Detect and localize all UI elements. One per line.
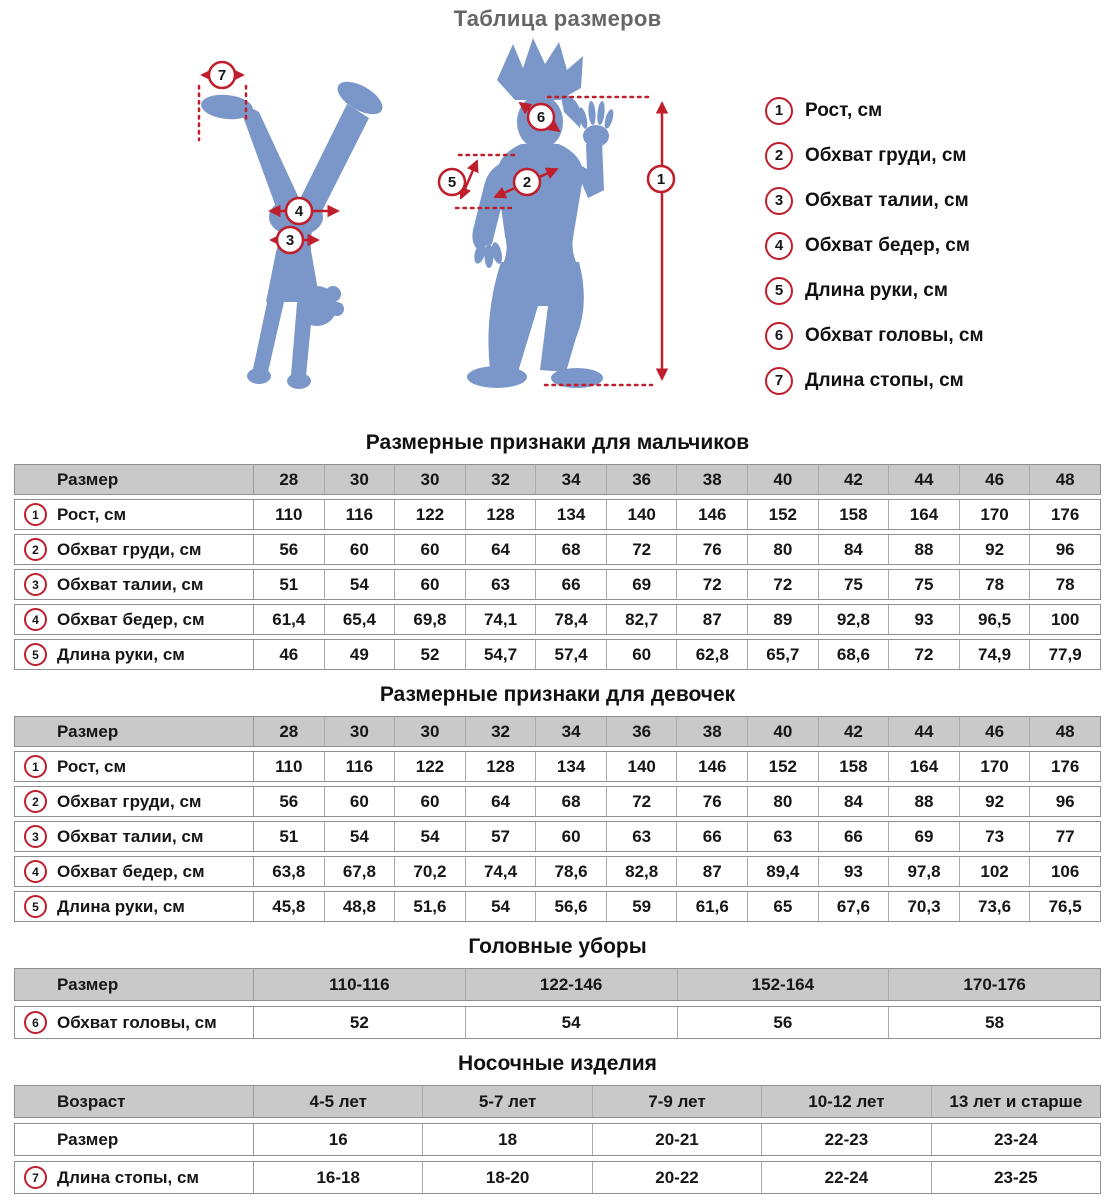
value-cell: 65,4 [325, 605, 396, 634]
value-cell: 62,8 [677, 640, 748, 669]
value-cell: 60 [395, 787, 466, 816]
socks_table-row-1 [14, 1161, 1101, 1194]
value-cell: 134 [536, 752, 607, 781]
header-size-cell: 42 [819, 717, 890, 746]
header-size-cell: 32 [466, 465, 537, 494]
value-cell: 74,4 [466, 857, 537, 886]
value-cell: 92,8 [819, 605, 890, 634]
row-label: Обхват головы, см [57, 1012, 217, 1032]
value-cell: 54 [395, 822, 466, 851]
row-number-badge: 4 [24, 860, 47, 883]
girls_table-row-1 [14, 786, 1101, 817]
value-cell: 140 [607, 500, 678, 529]
row-label: Обхват бедер, см [57, 861, 205, 881]
header-label: Размер [57, 974, 119, 994]
value-cell: 74,1 [466, 605, 537, 634]
value-cell: 82,8 [607, 857, 678, 886]
girls_table-row-3 [14, 856, 1101, 887]
value-cell: 76,5 [1048, 896, 1082, 916]
legend-item-waist [765, 178, 984, 223]
value-cell: 58 [985, 1012, 1005, 1032]
header-size-cell: 42 [819, 465, 890, 494]
value-cell: 60 [536, 822, 607, 851]
value-cell: 146 [677, 752, 748, 781]
socks-size-table [14, 1085, 1101, 1194]
value-cell: 66 [536, 570, 607, 599]
value-cell: 57,4 [536, 640, 607, 669]
legend-item-head [765, 313, 984, 358]
header-size-cell: 30 [395, 465, 466, 494]
girls-size-table [14, 716, 1101, 922]
value-cell: 67,8 [325, 857, 396, 886]
figure-marker-3: 3 [285, 232, 295, 249]
boys_table-row-1 [14, 534, 1101, 565]
figure-area [0, 0, 1115, 418]
header-size-cell: 48 [1055, 469, 1075, 489]
socks_table-header-row [14, 1085, 1101, 1118]
tables-section [14, 431, 1101, 1194]
header-size-cell: 40 [748, 465, 819, 494]
header-size-cell: 46 [960, 465, 1031, 494]
value-cell: 78,4 [536, 605, 607, 634]
value-cell: 128 [466, 500, 537, 529]
value-cell: 16 [254, 1124, 423, 1155]
value-cell: 122 [395, 500, 466, 529]
value-cell: 93 [889, 605, 960, 634]
page-title: Таблица размеров [453, 6, 662, 31]
row-number-badge: 6 [24, 1011, 47, 1034]
value-cell: 23-24 [994, 1129, 1038, 1149]
value-cell: 89 [748, 605, 819, 634]
value-cell: 56,6 [536, 892, 607, 921]
value-cell: 72 [889, 640, 960, 669]
value-cell: 87 [677, 605, 748, 634]
value-cell: 152 [748, 752, 819, 781]
value-cell: 116 [325, 752, 396, 781]
header-size-cell: 38 [677, 717, 748, 746]
row-label-cell [15, 500, 254, 529]
headwear_table-header-row [14, 968, 1101, 1001]
value-cell: 49 [325, 640, 396, 669]
value-cell: 22-24 [762, 1162, 931, 1193]
value-cell: 116 [325, 500, 396, 529]
value-cell: 176 [1050, 756, 1080, 776]
header-size-cell: 40 [748, 717, 819, 746]
legend-number-badge: 7 [765, 367, 793, 395]
socks-table-title: Носочные изделия [458, 1052, 657, 1075]
value-cell: 84 [819, 787, 890, 816]
value-cell: 88 [889, 787, 960, 816]
value-cell: 70,3 [889, 892, 960, 921]
value-cell: 96 [1055, 539, 1075, 559]
girls_table-row-0 [14, 751, 1101, 782]
header-size-cell: 122-146 [466, 969, 678, 1000]
header-size-cell: 7-9 лет [593, 1086, 762, 1117]
row-number-badge: 2 [24, 790, 47, 813]
value-cell: 69 [889, 822, 960, 851]
value-cell: 158 [819, 752, 890, 781]
legend-item-height [765, 88, 984, 133]
figure-marker-1: 1 [656, 171, 666, 188]
legend-number-badge: 4 [765, 232, 793, 260]
row-number-badge: 5 [24, 643, 47, 666]
value-cell: 80 [748, 535, 819, 564]
row-label-cell [15, 752, 254, 781]
value-cell: 100 [1050, 609, 1080, 629]
header-label: Размер [57, 721, 119, 741]
row-label-cell [15, 1007, 254, 1038]
socks_table-row-0 [14, 1123, 1101, 1156]
header-size-cell: 44 [889, 717, 960, 746]
value-cell: 54 [325, 822, 396, 851]
value-cell: 152 [748, 500, 819, 529]
boys_table-row-0 [14, 499, 1101, 530]
header-size-cell: 110-116 [254, 969, 466, 1000]
value-cell: 72 [748, 570, 819, 599]
legend-number-badge: 2 [765, 142, 793, 170]
boys_table-row-4 [14, 639, 1101, 670]
value-cell: 70,2 [395, 857, 466, 886]
value-cell: 63,8 [254, 857, 325, 886]
value-cell: 51,6 [395, 892, 466, 921]
legend-item-arm [765, 268, 984, 313]
legend-number-badge: 6 [765, 322, 793, 350]
row-label-cell [15, 1162, 254, 1193]
value-cell: 72 [607, 535, 678, 564]
header-size-cell: 46 [960, 717, 1031, 746]
boys_table-row-2 [14, 569, 1101, 600]
value-cell: 164 [889, 752, 960, 781]
row-number-badge: 1 [24, 755, 47, 778]
header-label-cell [15, 465, 254, 494]
value-cell: 134 [536, 500, 607, 529]
value-cell: 66 [819, 822, 890, 851]
value-cell: 60 [395, 570, 466, 599]
boys_table-header-row [14, 464, 1101, 495]
header-size-cell: 4-5 лет [254, 1086, 423, 1117]
row-label: Длина стопы, см [57, 1167, 200, 1187]
row-label-cell [15, 822, 254, 851]
value-cell: 20-22 [593, 1162, 762, 1193]
legend-number-badge: 3 [765, 187, 793, 215]
header-size-cell: 28 [254, 465, 325, 494]
value-cell: 46 [254, 640, 325, 669]
value-cell: 23-25 [994, 1167, 1038, 1187]
row-label: Обхват талии, см [57, 574, 204, 594]
figure-marker-5: 5 [447, 174, 457, 191]
row-label: Длина руки, см [57, 644, 185, 664]
boys-size-table [14, 464, 1101, 670]
header-size-cell: 13 лет и старше [949, 1091, 1083, 1111]
row-number-badge: 7 [24, 1166, 47, 1189]
row-label: Рост, см [57, 756, 127, 776]
header-size-cell: 5-7 лет [423, 1086, 592, 1117]
girls_table-row-4 [14, 891, 1101, 922]
value-cell: 106 [1050, 861, 1080, 881]
header-size-cell: 10-12 лет [762, 1086, 931, 1117]
legend-label: Обхват груди, см [805, 144, 967, 166]
value-cell: 110 [254, 752, 325, 781]
value-cell: 69 [607, 570, 678, 599]
value-cell: 76 [677, 787, 748, 816]
value-cell: 51 [254, 570, 325, 599]
header-size-cell: 34 [536, 717, 607, 746]
value-cell: 64 [466, 787, 537, 816]
value-cell: 88 [889, 535, 960, 564]
value-cell: 68,6 [819, 640, 890, 669]
value-cell: 63 [607, 822, 678, 851]
value-cell: 146 [677, 500, 748, 529]
value-cell: 72 [607, 787, 678, 816]
girl-silhouette [467, 38, 615, 388]
header-size-cell: 36 [607, 717, 678, 746]
value-cell: 18-20 [423, 1162, 592, 1193]
row-label-cell [15, 605, 254, 634]
value-cell: 122 [395, 752, 466, 781]
value-cell: 57 [466, 822, 537, 851]
row-number-badge: 1 [24, 503, 47, 526]
value-cell: 74,9 [960, 640, 1031, 669]
header-size-cell: 28 [254, 717, 325, 746]
header-label-cell [15, 717, 254, 746]
row-number-badge: 2 [24, 538, 47, 561]
legend-label: Обхват талии, см [805, 189, 969, 211]
header-size-cell: 170-176 [963, 974, 1026, 994]
header-label: Возраст [57, 1091, 126, 1111]
value-cell: 92 [960, 535, 1031, 564]
value-cell: 75 [819, 570, 890, 599]
figure-marker-2: 2 [522, 174, 532, 191]
row-label: Длина руки, см [57, 896, 185, 916]
header-size-cell: 30 [325, 465, 396, 494]
boys_table-row-3 [14, 604, 1101, 635]
value-cell: 164 [889, 500, 960, 529]
value-cell: 170 [960, 752, 1031, 781]
value-cell: 84 [819, 535, 890, 564]
value-cell: 65,7 [748, 640, 819, 669]
value-cell: 48,8 [325, 892, 396, 921]
value-cell: 68 [536, 535, 607, 564]
value-cell: 63 [748, 822, 819, 851]
value-cell: 96 [1055, 791, 1075, 811]
row-label-cell [15, 570, 254, 599]
figure-marker-7: 7 [217, 67, 227, 84]
legend-label: Рост, см [805, 99, 883, 121]
value-cell: 87 [677, 857, 748, 886]
value-cell: 65 [748, 892, 819, 921]
row-number-badge: 3 [24, 573, 47, 596]
value-cell: 16-18 [254, 1162, 423, 1193]
legend-item-chest [765, 133, 984, 178]
row-number-badge: 4 [24, 608, 47, 631]
figure-marker-6: 6 [536, 109, 546, 126]
value-cell: 77,9 [1048, 644, 1082, 664]
value-cell: 140 [607, 752, 678, 781]
value-cell: 110 [254, 500, 325, 529]
figure-marker-4: 4 [294, 203, 304, 220]
header-label: Размер [57, 469, 119, 489]
legend-label: Длина стопы, см [805, 369, 964, 391]
value-cell: 60 [325, 535, 396, 564]
measurement-legend [765, 88, 984, 403]
value-cell: 67,6 [819, 892, 890, 921]
value-cell: 77 [1055, 826, 1075, 846]
value-cell: 22-23 [762, 1124, 931, 1155]
value-cell: 20-21 [593, 1124, 762, 1155]
row-label: Обхват груди, см [57, 791, 202, 811]
row-label: Обхват бедер, см [57, 609, 205, 629]
value-cell: 54 [325, 570, 396, 599]
header-label-cell [15, 1086, 254, 1117]
girls_table-row-2 [14, 821, 1101, 852]
row-number-badge: 5 [24, 895, 47, 918]
value-cell: 66 [677, 822, 748, 851]
row-label-cell [15, 857, 254, 886]
headwear-size-table [14, 968, 1101, 1039]
row-label: Размер [57, 1129, 119, 1149]
row-label-cell [15, 1124, 254, 1155]
value-cell: 78,6 [536, 857, 607, 886]
value-cell: 78 [960, 570, 1031, 599]
value-cell: 92 [960, 787, 1031, 816]
header-size-cell: 44 [889, 465, 960, 494]
value-cell: 59 [607, 892, 678, 921]
row-label-cell [15, 787, 254, 816]
headwear_table-row-0 [14, 1006, 1101, 1039]
header-size-cell: 152-164 [678, 969, 890, 1000]
value-cell: 52 [254, 1007, 466, 1038]
value-cell: 73 [960, 822, 1031, 851]
value-cell: 54 [466, 1007, 678, 1038]
legend-label: Обхват головы, см [805, 324, 984, 346]
legend-item-hips [765, 223, 984, 268]
header-size-cell: 30 [325, 717, 396, 746]
row-label-cell [15, 535, 254, 564]
legend-item-foot [765, 358, 984, 403]
value-cell: 93 [819, 857, 890, 886]
value-cell: 18 [423, 1124, 592, 1155]
value-cell: 75 [889, 570, 960, 599]
row-label-cell [15, 640, 254, 669]
value-cell: 72 [677, 570, 748, 599]
value-cell: 60 [395, 535, 466, 564]
value-cell: 89,4 [748, 857, 819, 886]
value-cell: 56 [254, 787, 325, 816]
legend-number-badge: 1 [765, 97, 793, 125]
value-cell: 170 [960, 500, 1031, 529]
legend-number-badge: 5 [765, 277, 793, 305]
value-cell: 73,6 [960, 892, 1031, 921]
legend-label: Обхват бедер, см [805, 234, 970, 256]
value-cell: 61,4 [254, 605, 325, 634]
value-cell: 61,6 [677, 892, 748, 921]
value-cell: 97,8 [889, 857, 960, 886]
header-size-cell: 32 [466, 717, 537, 746]
row-label-cell [15, 892, 254, 921]
value-cell: 45,8 [254, 892, 325, 921]
header-size-cell: 48 [1055, 721, 1075, 741]
boys-table-title: Размерные признаки для мальчиков [365, 431, 750, 454]
value-cell: 63 [466, 570, 537, 599]
girls_table-header-row [14, 716, 1101, 747]
header-label-cell [15, 969, 254, 1000]
value-cell: 102 [960, 857, 1031, 886]
header-size-cell: 36 [607, 465, 678, 494]
value-cell: 56 [678, 1007, 890, 1038]
value-cell: 54,7 [466, 640, 537, 669]
value-cell: 80 [748, 787, 819, 816]
value-cell: 158 [819, 500, 890, 529]
value-cell: 68 [536, 787, 607, 816]
value-cell: 76 [677, 535, 748, 564]
value-cell: 78 [1055, 574, 1075, 594]
header-size-cell: 30 [395, 717, 466, 746]
legend-label: Длина руки, см [805, 279, 948, 301]
value-cell: 60 [607, 640, 678, 669]
header-size-cell: 34 [536, 465, 607, 494]
value-cell: 69,8 [395, 605, 466, 634]
row-label: Рост, см [57, 504, 127, 524]
girls-table-title: Размерные признаки для девочек [379, 683, 736, 706]
value-cell: 96,5 [960, 605, 1031, 634]
row-number-badge: 3 [24, 825, 47, 848]
row-label: Обхват груди, см [57, 539, 202, 559]
value-cell: 64 [466, 535, 537, 564]
value-cell: 52 [395, 640, 466, 669]
value-cell: 56 [254, 535, 325, 564]
value-cell: 176 [1050, 504, 1080, 524]
value-cell: 54 [466, 892, 537, 921]
row-label: Обхват талии, см [57, 826, 204, 846]
value-cell: 51 [254, 822, 325, 851]
header-size-cell: 38 [677, 465, 748, 494]
value-cell: 82,7 [607, 605, 678, 634]
headwear-table-title: Головные уборы [468, 935, 647, 958]
value-cell: 128 [466, 752, 537, 781]
value-cell: 60 [325, 787, 396, 816]
